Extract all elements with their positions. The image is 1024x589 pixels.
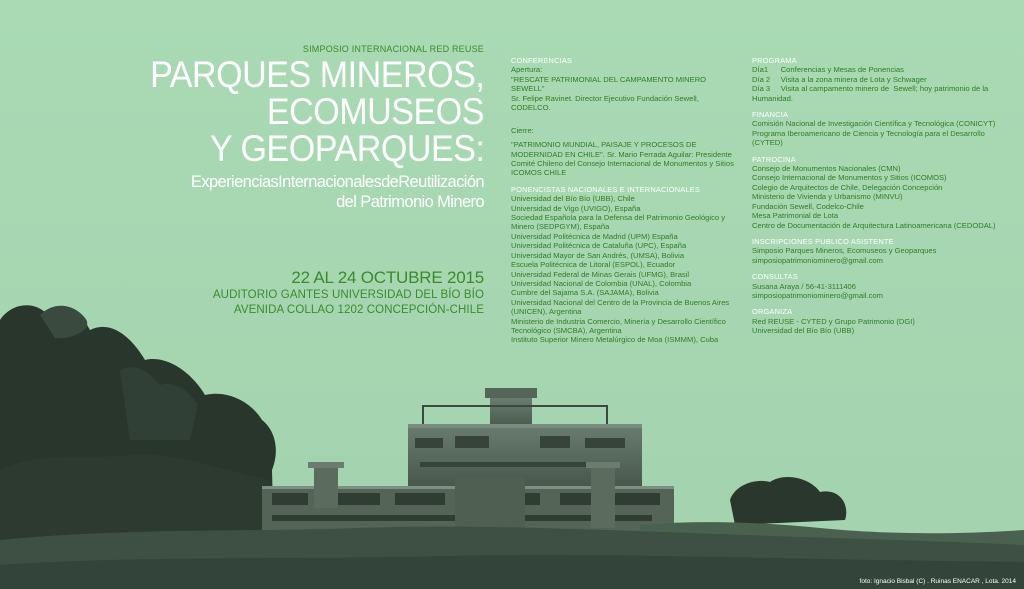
section-title: INSCRIPCIONES PUBLICO ASISTENTE bbox=[752, 236, 894, 246]
list-item: Universidad Nacional del Centro de la Provincia de Buenos Aires (UNICEN), Argentina bbox=[511, 297, 732, 317]
section-title: PATROCINA bbox=[752, 154, 796, 164]
list-item: Cumbre del Sajama S.A. (SAJAMA), Bolivia bbox=[511, 288, 659, 298]
program-day: Día1 Conferencias y Mesas de Ponencias bbox=[752, 65, 904, 75]
list-item: Universidad Federal de Minas Gerais (UFMG), Brasil bbox=[511, 269, 690, 279]
program-day: Día 2 Visita a la zona minera de Lota y Schwager bbox=[752, 74, 927, 84]
title-line-2: ECOMUSEOS bbox=[266, 91, 484, 132]
program-day: Día 3 Visita al campamento minero de Sewell; hoy patrimonio de la Humanidad. bbox=[752, 84, 991, 103]
section-title: CONSULTAS bbox=[752, 272, 798, 282]
list-item: Universidad de Vigo (UVIGO), España bbox=[511, 203, 641, 213]
list-item: Programa Iberoamericano de Ciencia y Tecnología para el Desarrollo (CYTED) bbox=[752, 128, 987, 148]
list-item: Comisión Nacional de Investigación Científica y Tecnológica (CONICYT) bbox=[752, 119, 996, 129]
section-line: "RESCATE PATRIMONIAL DEL CAMPAMENTO MINERO SEWELL" bbox=[511, 74, 709, 94]
list-item: Consejo Internacional de Monumentos y Sitios (ICOMOS) bbox=[752, 173, 947, 183]
list-item: Escuela Politécnica de Litoral (ESPOL), Ecuador bbox=[511, 260, 676, 270]
event-venue: AUDITORIO GANTES UNIVERSIDAD DEL BÍO BÍO bbox=[212, 289, 484, 301]
section-line: Cierre: bbox=[511, 125, 534, 135]
list-item: Universidad Politécnica de Madrid (UPM) España bbox=[511, 231, 678, 241]
list-item: Fundación Sewell, Codelco-Chile bbox=[752, 201, 864, 211]
list-item: Universidad Politécnica de Cataluña (UPC), España bbox=[511, 241, 687, 251]
event-date: 22 AL 24 OCTUBRE 2015 bbox=[291, 268, 484, 287]
list-item: Sociedad Española para la Defensa del Patrimonio Geológico y Minero (SEDPGYM), España bbox=[511, 213, 728, 232]
list-item: Centro de Documentación de Arquitectura Latinoamericana (CEDODAL) bbox=[752, 220, 996, 230]
list-item: Simposio Parques Mineros, Ecomuseos y Geoparques bbox=[752, 246, 937, 256]
list-item: Universidad Nacional de Colombia (UNAL), Colombia bbox=[511, 278, 692, 288]
list-item: Ministerio de Industria Comercio, Minería y Desarrollo Científico Tecnológico (SMCBA), Argentina bbox=[511, 316, 728, 335]
list-item: Colegio de Arquitectos de Chile, Delegación Concepción bbox=[752, 182, 943, 192]
symposium-kicker: SIMPOSIO INTERNACIONAL RED REUSE bbox=[302, 44, 484, 54]
section-conferencias bbox=[511, 56, 739, 178]
section-title: CONFERENCIAS bbox=[511, 56, 573, 65]
section-ponencistas bbox=[511, 185, 739, 345]
section-line: "PATRIMONIO MUNDIAL, PAISAJE Y PROCESOS DE MODERNIDAD EN CHILE". Sr. Mario Ferrada Aguilar: Presidente Comité Chileno del Consejo Internacional de Monumentos y Sitios ICOMOS CHILE bbox=[511, 140, 736, 178]
section-inscripciones bbox=[752, 237, 1017, 265]
list-item: Red REUSE - CYTED y Grupo Patrimonio (DGI) bbox=[752, 316, 915, 326]
list-item: Universidad del Bío Bío (UBB), Chile bbox=[511, 194, 635, 204]
list-item: Universidad Mayor de San Andrés, (UMSA), Bolivia bbox=[511, 250, 685, 260]
section-organiza bbox=[752, 307, 1017, 335]
list-item: Consejo de Monumentos Nacionales (CMN) bbox=[752, 164, 901, 174]
section-line bbox=[511, 112, 739, 121]
section-title: PROGRAMA bbox=[752, 56, 797, 65]
section-programa bbox=[752, 56, 1017, 103]
subtitle-line-1: ExperienciasInternacionalesdeReutilización bbox=[190, 173, 484, 191]
section-title: FINANCIA bbox=[752, 110, 789, 120]
section-consultas bbox=[752, 272, 1017, 300]
title-line-3: Y GEOPARQUES: bbox=[209, 128, 484, 169]
section-line: Sr. Felipe Ravinet. Director Ejecutivo Fundación Sewell, CODELCO. bbox=[511, 93, 701, 113]
list-item: Instituto Superior Minero Metalúrgico de Moa (ISMMM), Cuba bbox=[511, 335, 719, 345]
section-title: ORGANIZA bbox=[752, 307, 793, 317]
event-address: AVENIDA COLLAO 1202 CONCEPCIÓN-CHILE bbox=[233, 304, 484, 316]
section-patrocina bbox=[752, 155, 1017, 230]
list-item: Universidad del Bío Bío (UBB) bbox=[752, 326, 855, 336]
column-program bbox=[752, 56, 1017, 343]
section-title: PONENCISTAS NACIONALES E INTERNACIONALES bbox=[511, 184, 700, 194]
column-conferences bbox=[511, 56, 739, 352]
section-financia bbox=[752, 110, 1017, 148]
section-line: Apertura: bbox=[511, 65, 543, 75]
list-item: Ministerio de Vivienda y Urbanismo (MINVU) bbox=[752, 192, 903, 202]
email-link[interactable]: simposiopatrimoniominero@gmail.com bbox=[752, 255, 883, 265]
contact-phone: Susana Araya / 56-41-3111406 bbox=[752, 281, 856, 291]
list-item: Mesa Patrimonial de Lota bbox=[752, 211, 839, 221]
photo-credit: foto: Ignacio Bisbal (C) . Ruinas ENACAR , Lota. 2014 bbox=[859, 578, 1016, 585]
subtitle-line-2: del Patrimonio Minero bbox=[336, 193, 484, 211]
title-line-1: PARQUES MINEROS, bbox=[149, 54, 484, 95]
email-link[interactable]: simposiopatrimoniominero@gmail.com bbox=[752, 290, 883, 300]
